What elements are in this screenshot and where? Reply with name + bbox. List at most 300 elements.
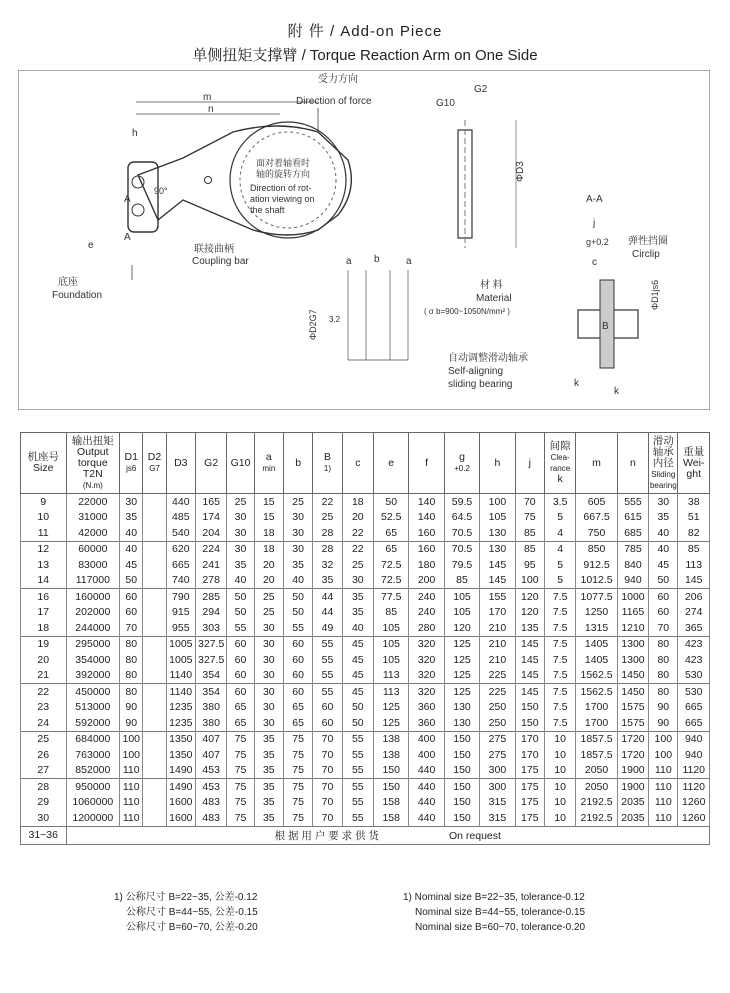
table-cell: 80 bbox=[649, 684, 678, 700]
dim-j: j bbox=[593, 218, 596, 229]
table-cell: 35 bbox=[342, 605, 373, 621]
dim-k-left: k bbox=[574, 378, 579, 389]
table-cell: 85 bbox=[515, 525, 544, 541]
table-cell: 55 bbox=[342, 731, 373, 747]
table-cell: 105 bbox=[374, 636, 409, 652]
dim-e: e bbox=[88, 240, 94, 251]
table-cell: 1060000 bbox=[66, 795, 120, 811]
table-cell: 320 bbox=[409, 636, 444, 652]
table-cell: 1857.5 bbox=[576, 731, 617, 747]
table-cell: 45 bbox=[649, 557, 678, 573]
table-cell: 60000 bbox=[66, 541, 120, 557]
table-cell: 1600 bbox=[166, 795, 195, 811]
table-cell: 145 bbox=[678, 573, 710, 589]
table-cell: 50 bbox=[120, 573, 143, 589]
table-cell: 4 bbox=[544, 541, 575, 557]
foundation-cn: 底座 bbox=[58, 277, 78, 288]
table-cell: 55 bbox=[342, 779, 373, 795]
table-cell: 175 bbox=[515, 779, 544, 795]
table-cell: 170 bbox=[515, 747, 544, 763]
table-cell: 100 bbox=[120, 731, 143, 747]
table-cell: 20 bbox=[342, 510, 373, 526]
table-cell: 5 bbox=[544, 510, 575, 526]
table-cell: 30 bbox=[283, 541, 312, 557]
table-cell bbox=[143, 573, 166, 589]
table-cell: 44 bbox=[313, 605, 342, 621]
table-cell: 45 bbox=[342, 636, 373, 652]
table-cell: 60 bbox=[313, 700, 342, 716]
table-cell: 10 bbox=[544, 731, 575, 747]
footnotes-en: 1) Nominal size B=22~35, tolerance-0.12 Nominal size B=44~55, tolerance-0.15 Nominal size B=60~70, tolerance-0.20 bbox=[403, 892, 586, 933]
coupling-en: Coupling bar bbox=[192, 256, 249, 267]
table-cell: 1210 bbox=[617, 620, 648, 636]
table-cell: 30 bbox=[227, 541, 254, 557]
table-cell: 785 bbox=[617, 541, 648, 557]
table-cell: 400 bbox=[409, 747, 444, 763]
table-cell: 65 bbox=[374, 541, 409, 557]
table-cell: 75 bbox=[283, 795, 312, 811]
table-cell: 70 bbox=[313, 763, 342, 779]
table-cell: 72.5 bbox=[374, 573, 409, 589]
table-cell: 210 bbox=[480, 652, 515, 668]
table-cell: 60 bbox=[120, 589, 143, 605]
table-cell: 45 bbox=[342, 652, 373, 668]
rot-en1: Direction of rot- bbox=[250, 183, 312, 193]
rot-cn2: 轴的旋转方向 bbox=[256, 169, 311, 179]
table-cell bbox=[143, 510, 166, 526]
table-cell: 105 bbox=[374, 620, 409, 636]
table-cell: 105 bbox=[444, 605, 479, 621]
table-cell: 25 bbox=[283, 494, 312, 510]
table-cell: 145 bbox=[515, 668, 544, 684]
table-cell: 278 bbox=[195, 573, 226, 589]
table-cell: 30 bbox=[283, 510, 312, 526]
table-cell: 380 bbox=[195, 700, 226, 716]
table-cell: 158 bbox=[374, 810, 409, 826]
table-cell: 210 bbox=[480, 636, 515, 652]
table-cell: 110 bbox=[120, 763, 143, 779]
table-cell: 138 bbox=[374, 747, 409, 763]
table-cell: 1200000 bbox=[66, 810, 120, 826]
technical-drawing bbox=[18, 70, 710, 410]
request-en: On request bbox=[448, 829, 501, 842]
table-cell: 1250 bbox=[576, 605, 617, 621]
table-cell: 60 bbox=[120, 605, 143, 621]
table-cell: 2035 bbox=[617, 810, 648, 826]
table-cell: 10 bbox=[544, 795, 575, 811]
table-cell: 50 bbox=[283, 589, 312, 605]
table-cell: 2192.5 bbox=[576, 810, 617, 826]
table-cell: 303 bbox=[195, 620, 226, 636]
table-cell bbox=[143, 810, 166, 826]
table-cell: 750 bbox=[576, 525, 617, 541]
table-row bbox=[21, 620, 710, 636]
table-cell: 13 bbox=[21, 557, 67, 573]
table-cell: 30 bbox=[254, 620, 283, 636]
table-cell: 100 bbox=[120, 747, 143, 763]
table-cell: 1700 bbox=[576, 700, 617, 716]
table-cell: 1575 bbox=[617, 715, 648, 731]
table-cell bbox=[143, 494, 166, 510]
table-cell: 25 bbox=[342, 557, 373, 573]
table-cell: 5 bbox=[544, 557, 575, 573]
table-cell: 60 bbox=[283, 636, 312, 652]
table-cell: 274 bbox=[678, 605, 710, 621]
circlip-cn: 弹性挡圈 bbox=[628, 236, 668, 247]
table-cell: 85 bbox=[374, 605, 409, 621]
dim-a-right: a bbox=[406, 256, 412, 267]
table-cell: 1900 bbox=[617, 779, 648, 795]
table-cell: 17 bbox=[21, 605, 67, 621]
table-cell: 70 bbox=[313, 795, 342, 811]
table-cell: 950000 bbox=[66, 779, 120, 795]
table-cell: 1120 bbox=[678, 763, 710, 779]
table-cell: 55 bbox=[342, 747, 373, 763]
table-cell: 60 bbox=[227, 668, 254, 684]
table-cell: 320 bbox=[409, 684, 444, 700]
table-cell: 240 bbox=[409, 605, 444, 621]
table-cell: 790 bbox=[166, 589, 195, 605]
table-cell: 64.5 bbox=[444, 510, 479, 526]
table-cell: 75 bbox=[283, 747, 312, 763]
table-cell: 65 bbox=[227, 700, 254, 716]
table-cell bbox=[143, 541, 166, 557]
table-cell: 51 bbox=[678, 510, 710, 526]
table-cell: 60 bbox=[313, 715, 342, 731]
table-cell: 75 bbox=[283, 810, 312, 826]
table-cell: 453 bbox=[195, 779, 226, 795]
table-cell: 1140 bbox=[166, 684, 195, 700]
rot-en3: the shaft bbox=[250, 205, 285, 215]
table-cell bbox=[143, 715, 166, 731]
table-cell: 138 bbox=[374, 731, 409, 747]
table-cell: 59.5 bbox=[444, 494, 479, 510]
table-cell: 145 bbox=[480, 573, 515, 589]
table-cell: 1450 bbox=[617, 684, 648, 700]
table-cell: 40 bbox=[283, 573, 312, 589]
dim-h: h bbox=[132, 128, 138, 139]
table-cell: 150 bbox=[444, 795, 479, 811]
table-cell: 2050 bbox=[576, 763, 617, 779]
table-cell bbox=[143, 763, 166, 779]
table-cell: 22000 bbox=[66, 494, 120, 510]
table-cell: 174 bbox=[195, 510, 226, 526]
table-cell: 55 bbox=[342, 810, 373, 826]
table-cell bbox=[143, 525, 166, 541]
table-cell: 30 bbox=[254, 684, 283, 700]
table-cell: 684000 bbox=[66, 731, 120, 747]
table-cell: 327.5 bbox=[195, 636, 226, 652]
table-row bbox=[21, 684, 710, 700]
table-cell: 354000 bbox=[66, 652, 120, 668]
table-cell: 540 bbox=[166, 525, 195, 541]
table-cell: 49 bbox=[313, 620, 342, 636]
table-cell: 1350 bbox=[166, 747, 195, 763]
table-cell: 40 bbox=[342, 620, 373, 636]
table-cell: 145 bbox=[515, 684, 544, 700]
table-cell: 50 bbox=[227, 605, 254, 621]
table-cell: 18 bbox=[254, 541, 283, 557]
table-cell: 225 bbox=[480, 668, 515, 684]
table-cell: 44 bbox=[313, 589, 342, 605]
table-cell: 155 bbox=[480, 589, 515, 605]
table-cell bbox=[143, 636, 166, 652]
table-cell: 55 bbox=[283, 620, 312, 636]
table-cell: 40 bbox=[120, 525, 143, 541]
foundation-en: Foundation bbox=[52, 290, 103, 301]
table-cell: 407 bbox=[195, 731, 226, 747]
table-cell: 10 bbox=[544, 747, 575, 763]
table-cell: 110 bbox=[649, 795, 678, 811]
table-cell: 30 bbox=[227, 510, 254, 526]
spec-table bbox=[20, 432, 710, 845]
table-cell: 50 bbox=[342, 715, 373, 731]
table-cell: 22 bbox=[21, 684, 67, 700]
table-cell: 11 bbox=[21, 525, 67, 541]
table-cell: 170 bbox=[515, 731, 544, 747]
table-cell: 40 bbox=[649, 541, 678, 557]
dim-c: c bbox=[592, 257, 597, 268]
material-en: Material bbox=[476, 293, 512, 304]
table-cell: 70 bbox=[313, 779, 342, 795]
footnotes-cn: 1) 公称尺寸 B=22~35, 公差-0.12 公称尺寸 B=44~55, 公差-0.15 公称尺寸 B=60~70, 公差-0.20 bbox=[114, 892, 258, 933]
table-cell: 120 bbox=[515, 605, 544, 621]
table-cell: 912.5 bbox=[576, 557, 617, 573]
table-cell: 483 bbox=[195, 795, 226, 811]
table-cell: 35 bbox=[120, 510, 143, 526]
table-cell: 80 bbox=[649, 668, 678, 684]
dim-G2: G2 bbox=[474, 84, 488, 95]
table-cell: 125 bbox=[374, 715, 409, 731]
table-cell: 28 bbox=[313, 525, 342, 541]
page-subtitle: 单侧扭矩支撑臂 / Torque Reaction Arm on One Side bbox=[192, 47, 538, 64]
on-request-row bbox=[21, 826, 710, 844]
table-cell bbox=[143, 684, 166, 700]
table-cell: 55 bbox=[227, 620, 254, 636]
dim-32: 3.2 bbox=[329, 315, 341, 324]
table-cell: 100 bbox=[649, 747, 678, 763]
table-cell: 1300 bbox=[617, 636, 648, 652]
table-cell: 150 bbox=[374, 779, 409, 795]
table-cell: 35 bbox=[342, 589, 373, 605]
table-cell: 280 bbox=[409, 620, 444, 636]
table-cell: 1012.5 bbox=[576, 573, 617, 589]
table-cell: 320 bbox=[409, 652, 444, 668]
table-cell: 55 bbox=[313, 652, 342, 668]
table-header-row: 机座号 Size 输出扭矩 Output torque T2N (N.m) D1 js6 D2 G7 D3 G2 G10 a min b B 1) c e f g +0.2 h j 间隙 Clea- rance k m n 滑动 轴承 内径 Sliding bearing 重量 Wei- ght bbox=[21, 433, 710, 494]
table-row bbox=[21, 810, 710, 826]
table-cell: 145 bbox=[515, 636, 544, 652]
table-cell: 1235 bbox=[166, 715, 195, 731]
table-cell: 60 bbox=[227, 652, 254, 668]
table-cell: 83000 bbox=[66, 557, 120, 573]
table-cell: 140 bbox=[409, 494, 444, 510]
table-cell: 165 bbox=[195, 494, 226, 510]
table-cell: 1077.5 bbox=[576, 589, 617, 605]
table-cell: 22 bbox=[313, 494, 342, 510]
table-cell: 1005 bbox=[166, 636, 195, 652]
table-cell: 55 bbox=[313, 668, 342, 684]
bearing-en1: Self-aligning bbox=[448, 366, 504, 377]
table-row bbox=[21, 747, 710, 763]
table-cell: 90 bbox=[649, 715, 678, 731]
table-cell: 241 bbox=[195, 557, 226, 573]
table-cell: 605 bbox=[576, 494, 617, 510]
table-row bbox=[21, 510, 710, 526]
table-cell: 1350 bbox=[166, 731, 195, 747]
table-cell: 1450 bbox=[617, 668, 648, 684]
dim-n: n bbox=[208, 104, 214, 115]
table-cell: 25 bbox=[313, 510, 342, 526]
table-cell: 170 bbox=[480, 605, 515, 621]
table-cell: 1600 bbox=[166, 810, 195, 826]
table-row bbox=[21, 557, 710, 573]
table-cell: 70 bbox=[313, 810, 342, 826]
table-cell: 7.5 bbox=[544, 605, 575, 621]
table-cell: 130 bbox=[480, 525, 515, 541]
table-row bbox=[21, 731, 710, 747]
table-cell: 250 bbox=[480, 700, 515, 716]
table-cell: 354 bbox=[195, 684, 226, 700]
force-cn: 受力方向 bbox=[318, 74, 358, 85]
coupling-cn: 联接曲柄 bbox=[194, 244, 234, 255]
table-cell: 440 bbox=[409, 810, 444, 826]
table-cell: 125 bbox=[444, 636, 479, 652]
table-cell: 35 bbox=[254, 810, 283, 826]
dim-90: 90° bbox=[154, 186, 168, 196]
table-cell: 70 bbox=[120, 620, 143, 636]
table-cell: 294 bbox=[195, 605, 226, 621]
table-cell: 530 bbox=[678, 668, 710, 684]
table-cell: 295000 bbox=[66, 636, 120, 652]
table-cell: 75 bbox=[227, 795, 254, 811]
table-cell: 315 bbox=[480, 795, 515, 811]
section-label: A-A bbox=[586, 194, 603, 205]
table-cell: 30 bbox=[21, 810, 67, 826]
table-cell: 400 bbox=[409, 731, 444, 747]
table-cell: 20 bbox=[21, 652, 67, 668]
table-cell: 65 bbox=[283, 700, 312, 716]
table-cell: 150 bbox=[444, 779, 479, 795]
table-cell: 130 bbox=[444, 715, 479, 731]
table-cell: 105 bbox=[480, 510, 515, 526]
table-cell: 85 bbox=[678, 541, 710, 557]
table-cell: 40 bbox=[120, 541, 143, 557]
table-cell: 1900 bbox=[617, 763, 648, 779]
table-cell: 45 bbox=[120, 557, 143, 573]
table-row bbox=[21, 636, 710, 652]
table-cell: 26 bbox=[21, 747, 67, 763]
table-cell: 110 bbox=[649, 763, 678, 779]
table-cell: 592000 bbox=[66, 715, 120, 731]
table-cell: 55 bbox=[342, 763, 373, 779]
table-cell: 60 bbox=[649, 589, 678, 605]
table-cell: 10 bbox=[21, 510, 67, 526]
table-cell: 940 bbox=[678, 731, 710, 747]
table-cell: 175 bbox=[515, 763, 544, 779]
table-cell: 365 bbox=[678, 620, 710, 636]
table-cell: 7.5 bbox=[544, 652, 575, 668]
table-cell: 224 bbox=[195, 541, 226, 557]
table-cell: 10 bbox=[544, 763, 575, 779]
dim-k-right: k bbox=[614, 386, 619, 397]
table-cell: 1490 bbox=[166, 763, 195, 779]
table-cell: 50 bbox=[374, 494, 409, 510]
table-cell: 485 bbox=[166, 510, 195, 526]
table-cell: 150 bbox=[374, 763, 409, 779]
table-cell: 50 bbox=[649, 573, 678, 589]
table-cell: 75 bbox=[515, 510, 544, 526]
table-cell: 4 bbox=[544, 525, 575, 541]
table-cell: 1562.5 bbox=[576, 684, 617, 700]
table-cell: 3.5 bbox=[544, 494, 575, 510]
table-cell: 52.5 bbox=[374, 510, 409, 526]
table-cell: 75 bbox=[227, 810, 254, 826]
table-row bbox=[21, 541, 710, 557]
table-cell: 125 bbox=[444, 668, 479, 684]
table-cell: 150 bbox=[444, 763, 479, 779]
table-cell: 15 bbox=[254, 510, 283, 526]
table-cell: 225 bbox=[480, 684, 515, 700]
request-cn: 根 据 用 户 要 求 供 货 bbox=[274, 829, 379, 842]
dim-G10: G10 bbox=[436, 98, 455, 109]
dim-B: B bbox=[602, 321, 609, 332]
table-cell: 125 bbox=[444, 652, 479, 668]
table-cell: 65 bbox=[227, 715, 254, 731]
dim-A-bottom: A bbox=[124, 232, 131, 243]
table-row bbox=[21, 795, 710, 811]
table-cell: 80 bbox=[120, 636, 143, 652]
table-cell: 70 bbox=[313, 747, 342, 763]
table-cell: 22 bbox=[342, 541, 373, 557]
table-cell: 18 bbox=[342, 494, 373, 510]
table-cell: 42000 bbox=[66, 525, 120, 541]
table-cell: 35 bbox=[254, 795, 283, 811]
table-cell: 72.5 bbox=[374, 557, 409, 573]
table-cell: 82 bbox=[678, 525, 710, 541]
table-cell: 77.5 bbox=[374, 589, 409, 605]
table-cell: 483 bbox=[195, 810, 226, 826]
table-cell: 20 bbox=[254, 573, 283, 589]
table-cell: 160 bbox=[409, 541, 444, 557]
table-cell: 70.5 bbox=[444, 525, 479, 541]
table-cell: 35 bbox=[254, 763, 283, 779]
table-cell: 244000 bbox=[66, 620, 120, 636]
table-cell: 1260 bbox=[678, 795, 710, 811]
table-cell: 60 bbox=[227, 636, 254, 652]
table-cell: 275 bbox=[480, 731, 515, 747]
table-cell bbox=[143, 557, 166, 573]
table-cell: 25 bbox=[254, 589, 283, 605]
table-cell bbox=[143, 668, 166, 684]
table-cell: 38 bbox=[678, 494, 710, 510]
table-cell: 24 bbox=[21, 715, 67, 731]
table-cell: 30 bbox=[649, 494, 678, 510]
table-cell: 60 bbox=[283, 652, 312, 668]
table-cell: 392000 bbox=[66, 668, 120, 684]
dim-D2: ΦD2G7 bbox=[308, 309, 318, 340]
table-cell bbox=[143, 779, 166, 795]
table-cell: 135 bbox=[515, 620, 544, 636]
table-cell: 40 bbox=[227, 573, 254, 589]
material-cn: 材 料 bbox=[480, 280, 503, 291]
table-row bbox=[21, 494, 710, 510]
table-cell: 80 bbox=[649, 636, 678, 652]
table-cell: 10 bbox=[544, 810, 575, 826]
table-cell: 740 bbox=[166, 573, 195, 589]
table-cell: 23 bbox=[21, 700, 67, 716]
table-cell: 285 bbox=[195, 589, 226, 605]
